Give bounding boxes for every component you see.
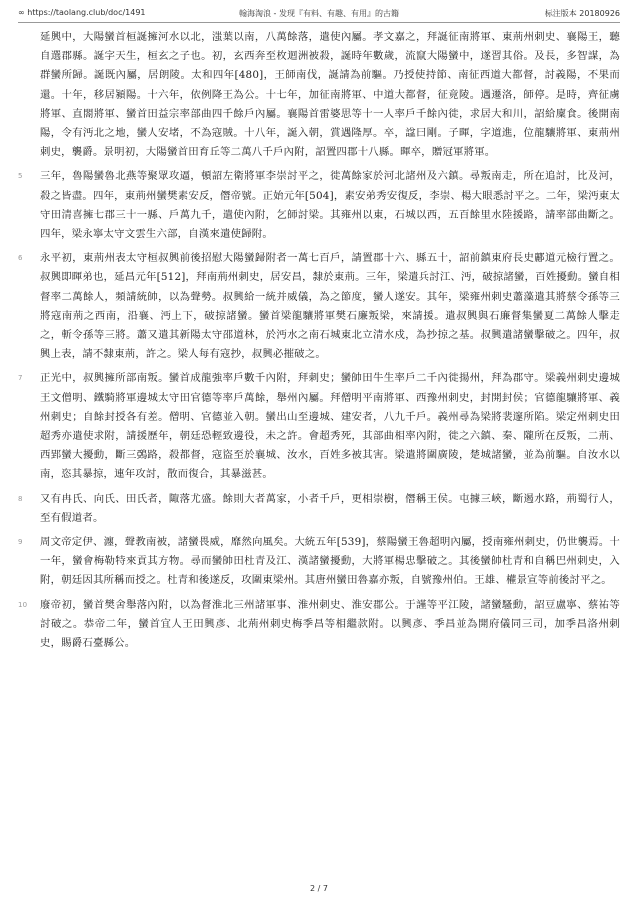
document-body — [18, 28, 620, 871]
paragraph — [18, 167, 620, 244]
paragraph — [18, 369, 620, 484]
paragraph-text: 延興中，大陽蠻首桓誕擁河水以北，滍葉以南，八萬餘落，遣使內屬。孝文嘉之，拜誕征南將軍、東荊州刺史、襄陽王，聽自選郡縣。誕字天生，桓玄之子也。初，玄西奔至枚迴洲被殺，誕時年數歲，流竄大陽蠻中，遂習其俗。及長，多智謀，為群蠻所歸。誕既內屬，居朗陵。太和四年[480]，王師南伐，誕請為前驅。乃授使持節、南征西道大都督，討義陽，不果而還。十年，移居潁陽。十六年，依例降王為公。十七年，加征南將軍、中道大都督，征竟陵。遇遷洛，師停。是時，齊征虜將軍、直閤將軍、蠻首田益宗率部曲四千餘戶內屬。襄陽首雷婆思等十一人率戶千餘內徙，求居大和川，詔給廩食。後開南陽，令有沔北之地，蠻人安堵，不為寇賊。十八年，誕入朝，賞遇隆厚。卒，諡曰剛。子暉，字道進，位龍驤將軍、東荊州刺史，襲爵。景明初，大陽蠻首田育丘等二萬八千戶內附，詔置四郡十八縣。暉卒，贈冠軍將軍。 — [40, 31, 620, 159]
page-number: 2 / 7 — [310, 884, 328, 893]
paragraph-text: 正光中，叔興擁所部南叛。蠻首成龍強率戶數千內附，拜刺史；蠻帥田牛生率戶二千內徙揚州，拜為郡守。梁義州刺史邊城王文僧明、鐵騎將軍邊城太守田官德等率戶萬餘，舉州內屬。拜僧明平南將軍、西豫州刺史，封開封侯；官德龍驤將軍、義州刺史；自餘封授各有差。僧明、官德並入朝。蠻出山至邊城、建安者，八九千戶。義州尋為梁將裴邃所陷。梁定州刺史田超秀亦遣使求附，請援歷年，朝廷恐輕致邊役，未之許。會超秀死，其部曲相率內附，徙之六鎮、秦、隴所在反叛，二荊、西郢蠻大擾動，斷三鵶路，殺都督，寇盜至於襄城、汝水，百姓多被其害。梁遣將圍廣陵，楚城諸蠻，並為前驅。自汝水以南，恣其暴掠，連年攻討，散而復合，其暴滋甚。 — [40, 372, 620, 481]
paragraph-number: 6 — [18, 254, 23, 263]
site-title: 翰海淘浪 - 发现『有料、有趣、有用』的古籍 — [239, 9, 399, 18]
paragraph-number: 7 — [18, 374, 23, 383]
paragraph-text: 周文帝定伊、瀍，聲教南被，諸蠻畏威，靡然向風矣。大統五年[539]，蔡陽蠻王魯超明內屬，授南雍州刺史，仍世襲焉。十一年，蠻會梅勒特來貢其方物。尋而蠻帥田杜青及江、漢諸蠻擾動，大將軍楊忠擊破之。其後蠻帥杜青和自稱巴州刺史，入附，朝廷因其所稱而授之。杜青和後遂反，攻圍東梁州。其唐州蠻田魯嘉亦叛，自號豫州伯。王雄、權景宣等前後討平之。 — [40, 536, 620, 587]
paragraph-text: 又有冉氏、向氏、田氏者，陬落尤盛。餘則大者萬家，小者千戶，更相崇樹，僭稱王侯。屯據三峽，斷遏水路，荊蜀行人，至有假道者。 — [40, 492, 620, 524]
paragraph — [18, 28, 620, 162]
paragraph-text: 廢帝初，蠻首樊舍舉落內附，以為督淮北三州諸軍事、淮州刺史、淮安郡公。于謹等平江陵，諸蠻騷動，詔豆盧寧、蔡祐等討破之。恭帝二年，蠻首宜人王田興彥、北荊州刺史梅季昌等相繼款附。以興彥、季昌並為開府儀同三司，加季昌洛州刺史，賜爵石臺縣公。 — [40, 598, 620, 650]
page-header — [18, 6, 620, 20]
version-label: 标注版本 20180926 — [544, 9, 620, 18]
paragraph-number: 8 — [18, 494, 23, 503]
paragraph — [18, 490, 620, 528]
paragraph — [18, 533, 620, 591]
source-url[interactable]: ∞ https://taolang.club/doc/1491 — [18, 8, 146, 17]
paragraph — [18, 596, 620, 654]
paragraph-number: 5 — [18, 172, 23, 181]
paragraph — [18, 249, 620, 364]
paragraph-number: 9 — [18, 538, 23, 547]
header-divider — [18, 22, 620, 23]
paragraph-number: 10 — [18, 600, 28, 609]
paragraph-text: 三年，魯陽蠻魯北燕等聚眾攻逼，頓詔左衛將軍李崇討平之，徙萬餘家於河北諸州及六鎮。尋叛南走，所在追討，比及河，殺之皆盡。四年，東荊州蠻樊素安反，僭帝號。正始元年[504]，素安弟秀安復反，李崇、楊大眼悉討平之。二年，梁沔東太守田清喜擁七郡三十一縣、戶萬九千，遣使內附，乞師討梁。其雍州以東，石城以西，五百餘里水陸援路，請率部曲斷之。四年，梁永寧太守文雲生六部，自漢來遣使歸附。 — [40, 170, 620, 241]
paragraph-text: 永平初，東荊州表太守桓叔興前後招慰大陽蠻歸附者一萬七百戶，請置郡十六、縣五十，詔前鎮東府長史酈道元檢行置之。叔興即暉弟也，延昌元年[512]，拜南荊州刺史，居安昌，隸於東荊。三年，梁遣兵討江、沔，破掠諸蠻，百姓擾動。蠻自相督率二萬餘人，頻請統帥，以為聲勢。叔興給一統并威儀，為之節度，蠻人遂安。其年，梁雍州刺史蕭藻遣其將蔡令孫等三將寇南荊之西南，沿襄、沔上下，破掠諸蠻。蠻首梁龍驤將軍樊石廉叛梁，來請援。遣叔興與石廉督集蠻夏二萬餘人擊走之，斬令孫等三將。蕭又遣其新陽太守邵道林，於沔水之南石城東北立清水戍，為抄掠之基。叔興遣諸蠻擊破之。四年，叔興上表，請不隸東荊，許之。梁人每有寇抄，叔興必摧破之。 — [40, 252, 620, 361]
